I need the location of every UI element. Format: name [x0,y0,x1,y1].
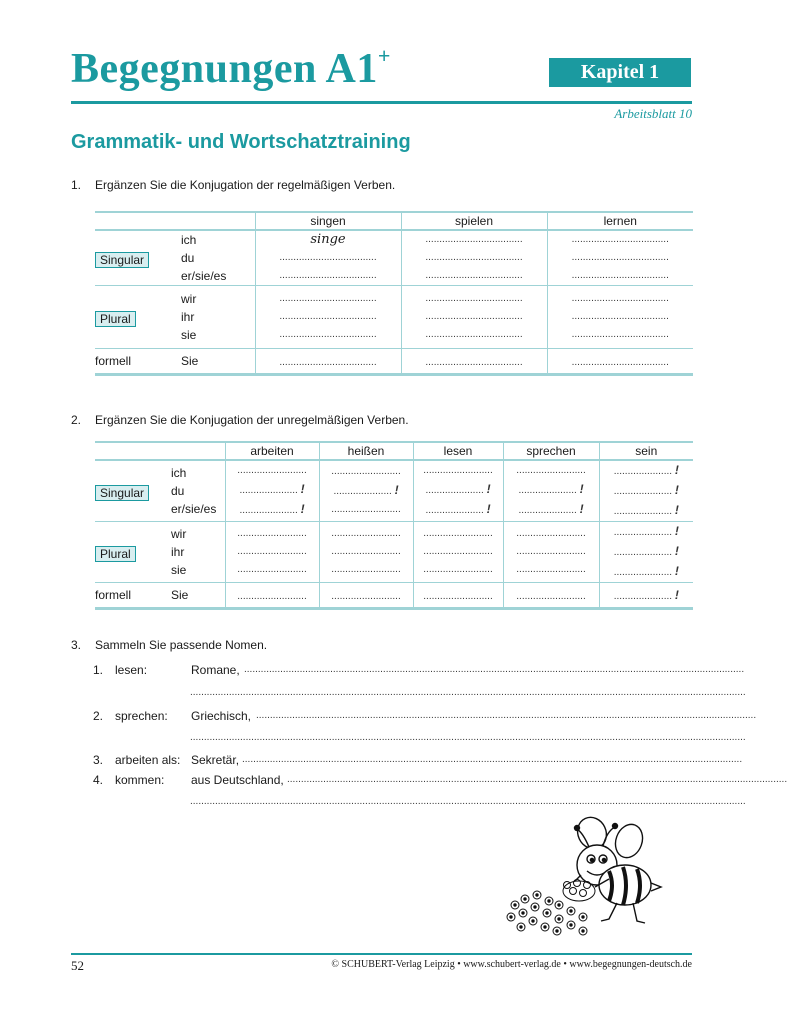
answer-blank[interactable]: ................................... [425,293,523,304]
pronoun: ihr [181,310,195,324]
answer-line[interactable]: .................................................................................................................................................................................... [256,710,757,721]
answer-blank[interactable]: ......................... [516,564,586,575]
answer-blank[interactable]: ................................... [279,311,377,322]
plural-label: Plural [95,546,136,562]
answer-blank[interactable]: ......................... [237,591,307,602]
answer-blank[interactable]: ......................... [331,546,401,557]
pronoun: wir [181,292,197,306]
answer-blank[interactable]: ................................... [425,329,523,340]
singular-label: Singular [95,485,149,501]
task-2-instruction: 2. Ergänzen Sie die Konjugation der unregelmäßigen Verben. [71,413,409,427]
answer-blank[interactable]: ......................... [423,564,493,575]
formell-label: formell [95,349,181,375]
answer-blank[interactable]: ......................... [237,564,307,575]
answer-blank[interactable]: ......................... [237,465,307,476]
answer-blank[interactable]: ..................... ! [518,482,584,496]
pronoun: du [181,251,195,265]
answer-blank[interactable]: ................................... [571,270,669,281]
verb-header: sprechen [503,442,599,460]
answer-blank[interactable]: ................................... [425,357,523,368]
pronoun: sie [181,328,197,342]
answer-line[interactable]: .................................................................................................................................................................................... [287,774,787,785]
answer-blank[interactable]: ................................... [279,293,377,304]
pronoun: sie [171,563,187,577]
answer-blank[interactable]: ................................... [571,293,669,304]
answer-blank[interactable]: ......................... [237,546,307,557]
formell-label: formell [95,583,171,609]
answer-blank[interactable]: ..................... ! [613,544,679,558]
answer-blank[interactable]: ..................... ! [425,482,491,496]
answer-blank[interactable]: ..................... ! [613,564,679,578]
answer-blank[interactable]: ................................... [425,311,523,322]
answer-blank[interactable]: ................................... [571,234,669,245]
answer-blank[interactable]: ......................... [237,528,307,539]
answer-blank[interactable]: ......................... [331,504,401,515]
verb-header: arbeiten [225,442,319,460]
answer-blank[interactable]: ..................... ! [425,502,491,516]
worksheet-label: Arbeitsblatt 10 [614,106,692,121]
pronoun: Sie [171,583,225,609]
answer-blank[interactable]: ................................... [279,270,377,281]
answer-blank[interactable]: ................................... [279,357,377,368]
answer-blank[interactable]: ..................... ! [613,588,679,602]
pronoun: er/sie/es [181,269,227,283]
pronoun: er/sie/es [171,502,217,516]
answer-blank[interactable]: ......................... [516,591,586,602]
verb-header: sein [599,442,693,460]
task-1-instruction: 1. Ergänzen Sie die Konjugation der regelmäßigen Verben. [71,178,396,192]
page-number: 52 [71,958,84,973]
pronoun: ihr [171,545,185,559]
footer-divider [71,953,692,955]
answer-blank[interactable]: ................................... [425,252,523,263]
verb-header: lernen [547,212,693,230]
singular-label: Singular [95,252,149,268]
answer-blank[interactable]: ......................... [516,465,586,476]
answer-blank[interactable]: ......................... [423,546,493,557]
task-3-instruction: 3. Sammeln Sie passende Nomen. [71,638,268,652]
answer-blank[interactable]: ......................... [423,528,493,539]
answer-blank[interactable]: ......................... [331,564,401,575]
answer-blank[interactable]: ......................... [331,528,401,539]
answer-blank[interactable]: ................................... [571,329,669,340]
verb-header: lesen [413,442,503,460]
answer-line[interactable]: .................................................................................................................................................................................... [242,754,743,765]
answer-line[interactable]: ........................................................................................................................................................................................................ [190,796,746,807]
pronoun: ich [181,233,197,247]
verb-header: spielen [401,212,547,230]
chapter-badge: Kapitel 1 [549,58,691,87]
pronoun: Sie [181,349,255,375]
answer-line[interactable]: .................................................................................................................................................................................... [244,664,745,675]
pronoun: wir [171,527,187,541]
book-title: Begegnungen A1+ [71,43,391,92]
answer-blank[interactable]: ................................... [571,311,669,322]
answer-blank[interactable]: ................................... [425,234,523,245]
pronoun: ich [171,466,187,480]
pronoun: du [171,484,185,498]
answer-blank[interactable]: ..................... ! [239,502,305,516]
noun-start: Sekretär, [191,753,240,767]
answer-blank[interactable]: ................................... [571,357,669,368]
answer-blank[interactable]: ................................... [425,270,523,281]
answer-blank[interactable]: ..................... ! [613,463,679,477]
verb-header: heißen [319,442,413,460]
answer-blank[interactable]: ................................... [279,252,377,263]
noun-item: 1. lesen: Romane, [93,663,240,677]
irregular-verbs-table [95,441,693,610]
plural-label: Plural [95,311,136,327]
noun-start: Griechisch, [191,709,252,723]
verb-header: singen [255,212,401,230]
noun-start: aus Deutschland, [191,773,284,787]
section-title: Grammatik- und Wortschatztraining [71,131,411,153]
answer-blank[interactable]: ..................... ! [613,503,679,517]
noun-item: 4. kommen: aus Deutschland, [93,773,284,787]
answer-blank[interactable]: ..................... ! [518,502,584,516]
answer-blank[interactable]: ......................... [331,466,401,477]
answer-blank[interactable]: ......................... [331,591,401,602]
answer-blank[interactable]: ................................... [571,252,669,263]
answer-blank[interactable]: ................................... [279,329,377,340]
answer-blank[interactable]: ..................... ! [239,482,305,496]
example-answer: singe [310,232,346,247]
bee-illustration [497,813,687,938]
answer-blank[interactable]: ..................... ! [613,524,679,538]
answer-blank[interactable]: ......................... [423,465,493,476]
header-divider [71,101,692,104]
answer-blank[interactable]: ......................... [516,528,586,539]
noun-start: Romane, [191,663,240,677]
publisher-credit: © SCHUBERT-Verlag Leipzig • www.schubert-verlag.de • www.begegnungen-deutsch.de [331,959,692,970]
answer-line[interactable]: ........................................................................................................................................................................................................ [190,687,746,698]
answer-blank[interactable]: ......................... [516,546,586,557]
regular-verbs-table [95,211,693,376]
answer-blank[interactable]: ..................... ! [333,483,399,497]
noun-item: 2. sprechen: Griechisch, [93,709,252,723]
answer-line[interactable]: ........................................................................................................................................................................................................ [190,732,746,743]
noun-item: 3. arbeiten als: Sekretär, [93,753,240,767]
answer-blank[interactable]: ......................... [423,591,493,602]
answer-blank[interactable]: ..................... ! [613,483,679,497]
